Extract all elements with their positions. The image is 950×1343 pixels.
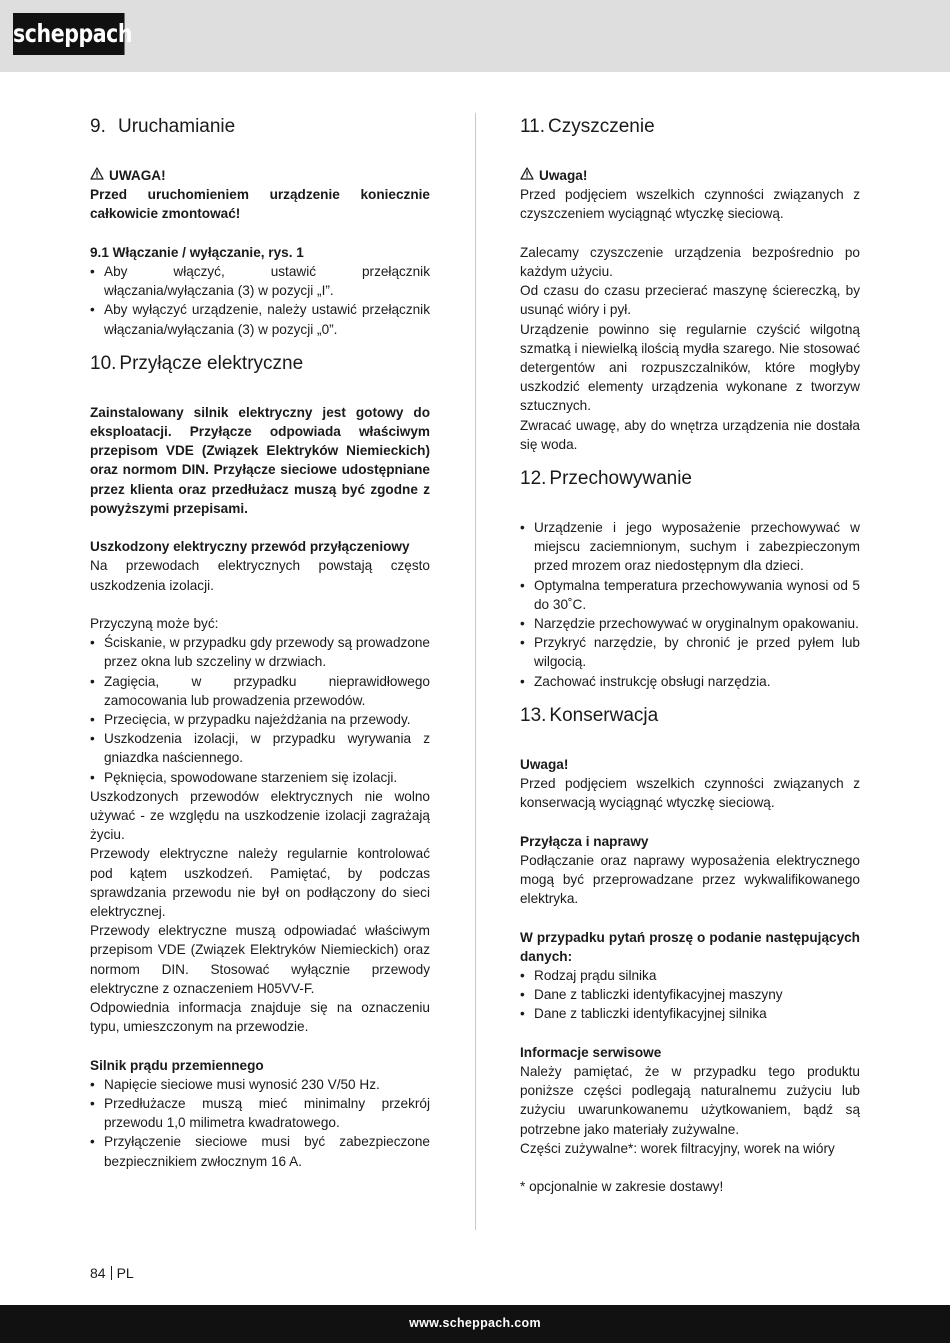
questions-list [520, 966, 860, 1024]
list-item: • Rodzaj prądu silnika [520, 966, 860, 985]
website-link[interactable]: www.scheppach.com [409, 1316, 541, 1330]
causes-list [90, 633, 430, 787]
section-number: 9. [90, 116, 106, 137]
paragraph: Uszkodzonych przewodów elektrycznych nie wolno używać - ze względu na uszkodzenie izolacji zagrażają życiu. [90, 788, 430, 843]
section-10-heading [90, 351, 430, 403]
section-number: 12. [520, 468, 547, 490]
section-title: Przechowywanie [549, 468, 692, 490]
list-item: • Zachować instrukcję obsługi narzędzia. [520, 672, 860, 691]
ac-motor-title: Silnik prądu przemiennego [90, 1057, 264, 1073]
warning-heading [90, 166, 430, 185]
list-item: • Napięcie sieciowe musi wynosić 230 V/50 Hz. [90, 1075, 430, 1094]
questions-title: W przypadku pytań proszę o podanie następujących danych: [520, 929, 860, 964]
damaged-cable-title: Uszkodzony elektryczny przewód przyłączeniowy [90, 539, 410, 555]
left-column [90, 114, 430, 1171]
cause-label: Przyczyną może być: [90, 616, 219, 632]
list-item: • Ściskanie, w przypadku gdy przewody są prowadzone przez okna lub szczeliny w drzwiach. [90, 633, 430, 671]
warning-heading [520, 166, 860, 185]
section-13-heading [520, 703, 860, 755]
service-text: Należy pamiętać, że w przypadku tego produktu poniższe części podlegają naturalnemu zużyciu lub zużyciu uwarunkowanemu użytkowaniem, bądź są potrzebne jako materiały zużywalne. [520, 1064, 860, 1137]
page-header [0, 0, 950, 72]
damaged-cable-text: Na przewodach elektrycznych powstają często uszkodzenia izolacji. [90, 558, 430, 593]
column-divider [475, 113, 476, 1230]
section-title: Przyłącze elektryczne [119, 352, 304, 374]
list-item: • Urządzenie i jego wyposażenie przechowywać w miejscu zaciemnionym, suchym i zabezpieczonym przed mrozem oraz niedostępnym dla dzieci. [520, 518, 860, 576]
paragraph: Urządzenie powinno się regularnie czyścić wilgotną szmatką i niewielką ilością mydła szarego. Nie stosować detergentów ani rozpuszczalników, które mogłyby uszkodzić elementy urządzenia wykonane z tworzyw sztucznych. [520, 321, 860, 414]
subsection-title: 9.1 Włączanie / wyłączanie, rys. 1 [90, 244, 304, 260]
paragraph: Zalecamy czyszczenie urządzenia bezpośrednio po każdym użyciu. [520, 244, 860, 279]
wear-parts: Części zużywalne*: worek filtracyjny, worek na wióry [520, 1140, 835, 1156]
list-item: • Dane z tabliczki identyfikacyjnej maszyny [520, 985, 860, 1004]
paragraph: Od czasu do czasu przecierać maszynę ściereczką, by usunąć wióry i pył. [520, 283, 860, 318]
section-number: 11. [520, 116, 546, 137]
page-number: 84 [90, 1265, 106, 1281]
section-11-heading [520, 114, 860, 166]
page-language: PL [116, 1265, 134, 1281]
repairs-text: Podłączanie oraz naprawy wyposażenia elektrycznego mogą być przeprowadzane przez wykwalifikowanego elektryka. [520, 852, 860, 907]
section-9-heading [90, 114, 430, 166]
repairs-title: Przyłącza i naprawy [520, 833, 649, 849]
paragraph: Przewody elektryczne należy regularnie kontrolować pod kątem uszkodzeń. Pamiętać, by podczas sprawdzania przewodu nie był on podłączony do sieci elektrycznej. [90, 846, 430, 920]
service-title: Informacje serwisowe [520, 1044, 662, 1060]
electrical-intro: Zainstalowany silnik elektryczny jest gotowy do eksploatacji. Przyłącze odpowiada właściwym przepisom VDE (Związek Elektryków Niemieckich) oraz normom DIN. Przyłącze sieciowe udostępniane przez klienta oraz przedłużacz muszą być zgodne z powyższymi przepisami. [90, 404, 430, 516]
paragraph: Zwracać uwagę, aby do wnętrza urządzenia nie dostała się woda. [520, 417, 860, 452]
list-item: • Przedłużacze muszą mieć minimalny przekrój przewodu 1,0 milimetra kwadratowego. [90, 1094, 430, 1132]
brand-logo: scheppach [13, 13, 125, 55]
list-item: • Aby włączyć, ustawić przełącznik włączania/wyłączania (3) w pozycji „I”. [90, 262, 430, 300]
warning-triangle-icon [90, 166, 105, 185]
paragraph: Przewody elektryczne muszą odpowiadać właściwym przepisom VDE (Związek Elektryków Niemieckich) oraz normom DIN. Stosować wyłącznie przewody elektryczne z oznaczeniem H05VV-F. [90, 923, 430, 996]
warning-label: Uwaga! [520, 756, 569, 772]
list-item: • Aby wyłączyć urządzenie, należy ustawić przełącznik włączania/wyłączania (3) w pozycji „0”. [90, 300, 430, 338]
section-number: 10. [90, 352, 117, 374]
page-indicator [90, 1264, 134, 1282]
list-item: • Pęknięcia, spowodowane starzeniem się izolacji. [90, 768, 430, 787]
list-item: • Uszkodzenia izolacji, w przypadku wyrywania z gniazdka naściennego. [90, 729, 430, 767]
list-item: • Narzędzie przechowywać w oryginalnym opakowaniu. [520, 614, 860, 633]
switch-instructions-list [90, 262, 430, 339]
warning-text: Przed podjęciem wszelkich czynności związanych z konserwacją wyciągnąć wtyczkę sieciową. [520, 776, 860, 811]
list-item: • Zagięcia, w przypadku nieprawidłowego zamocowania lub prowadzenia przewodów. [90, 672, 430, 710]
list-item: • Dane z tabliczki identyfikacyjnej silnika [520, 1004, 860, 1023]
right-column [520, 114, 860, 1196]
page-footer [0, 1305, 950, 1343]
section-number: 13. [520, 704, 547, 726]
warning-triangle-icon [520, 166, 535, 185]
paragraph: Odpowiednia informacja znajduje się na oznaczeniu typu, umieszczonym na przewodzie. [90, 1000, 430, 1035]
list-item: • Przykryć narzędzie, by chronić je przed pyłem lub wilgocią. [520, 633, 860, 671]
warning-label: Uwaga! [539, 168, 588, 183]
ac-motor-list [90, 1075, 430, 1171]
warning-text: Przed podjęciem wszelkich czynności związanych z czyszczeniem wyciągnąć wtyczkę sieciową. [520, 187, 860, 222]
warning-label: UWAGA! [109, 168, 166, 183]
section-title: Uruchamianie [118, 116, 236, 137]
optional-note: * opcjonalnie w zakresie dostawy! [520, 1179, 724, 1195]
list-item: • Przecięcia, w przypadku najeżdżania na przewody. [90, 710, 430, 729]
warning-text: Przed uruchomieniem urządzenie koniecznie całkowicie zmontować! [90, 187, 430, 222]
section-title: Czyszczenie [548, 116, 655, 137]
list-item: • Przyłączenie sieciowe musi być zabezpieczone bezpiecznikiem zwłocznym 16 A. [90, 1132, 430, 1170]
list-item: • Optymalna temperatura przechowywania wynosi od 5 do 30˚C. [520, 576, 860, 614]
storage-list [520, 518, 860, 691]
section-12-heading [520, 466, 860, 518]
section-title: Konserwacja [549, 704, 659, 726]
